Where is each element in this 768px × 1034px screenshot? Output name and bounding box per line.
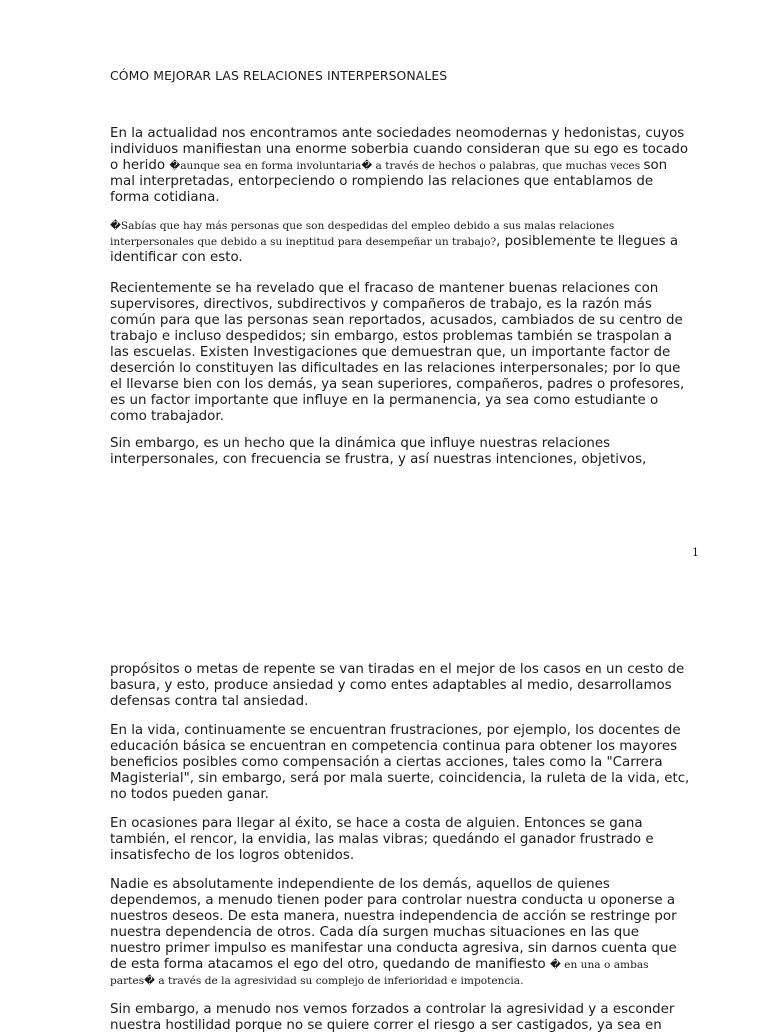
text-run: o herido: [110, 158, 170, 173]
text-line: las escuelas. Existen Investigaciones que demuestran que, un importante factor de: [110, 345, 671, 360]
paragraph-5: [110, 662, 710, 710]
text-line: forma cotidiana.: [110, 190, 220, 205]
text-run: , posiblemente te llegues a: [496, 234, 679, 249]
text-line: también, el rencor, la envidia, las malas vibras; quedándo el ganador frustrado e: [110, 832, 654, 847]
text-line: nuestra hostilidad porque no se quiere correr el riesgo a ser castigados, ya sea en: [110, 1018, 662, 1033]
text-line: basura, y esto, produce ansiedad y como entes adaptables al medio, desarrollamos: [110, 678, 672, 693]
text-line: Sin embargo, a menudo nos vemos forzados a controlar la agresividad y a esconder: [110, 1002, 675, 1017]
paragraph-2: [110, 218, 710, 266]
text-line: Recientemente se ha revelado que el fracaso de mantener buenas relaciones con: [110, 281, 659, 296]
text-line: nuestros deseos. De esta manera, nuestra independencia de acción se restringe por: [110, 909, 677, 924]
text-line: En la vida, continuamente se encuentran frustraciones, por ejemplo, los docentes de: [110, 723, 681, 738]
text-run: son: [643, 158, 668, 173]
text-run-serif: � en una o ambas: [549, 959, 649, 971]
text-line: educación básica se encuentran en competencia continua para obtener los mayores: [110, 739, 678, 754]
text-line: [110, 234, 710, 250]
text-line: trabajo e incluso despedidos; sin embargo, estos problemas también se traspolan a: [110, 329, 672, 344]
text-line: interpersonales, con frecuencia se frustra, y así nuestras intenciones, objetivos,: [110, 452, 647, 467]
text-run-serif: �aunque sea en forma involuntaria� a través de hechos o palabras, que muchas veces: [169, 160, 644, 172]
paragraph-7: [110, 816, 710, 864]
text-line: beneficios posibles como compensación a ciertas acciones, tales como la "Carrera: [110, 755, 663, 770]
text-run-serif: interpersonales que debido a su ineptitud para desempeñar un trabajo?: [110, 236, 497, 248]
text-line: común para que las personas sean reportados, acusados, cambiados de su centro de: [110, 313, 683, 328]
paragraph-4: [110, 436, 710, 468]
text-line: propósitos o metas de repente se van tiradas en el mejor de los casos en un cesto de: [110, 662, 685, 677]
text-line: el llevarse bien con los demás, ya sean superiores, compañeros, padres o profesores,: [110, 377, 685, 392]
text-line: es un factor importante que influye en la permanencia, ya sea como estudiante o: [110, 393, 659, 408]
text-line: Sin embargo, es un hecho que la dinámica que influye nuestras relaciones: [110, 436, 611, 451]
text-line-serif: partes� a través de la agresividad su complejo de inferioridad e impotencia.: [110, 975, 524, 987]
text-line: defensas contra tal ansiedad.: [110, 694, 309, 709]
paragraph-1: [110, 126, 710, 206]
text-line: [110, 158, 710, 174]
text-line: En la actualidad nos encontramos ante sociedades neomodernas y hedonistas, cuyos: [110, 126, 685, 141]
paragraph-9: [110, 1002, 710, 1034]
paragraph-3: [110, 281, 710, 425]
paragraph-8: [110, 877, 710, 989]
paragraph-6: [110, 723, 710, 803]
text-line: no todos pueden ganar.: [110, 787, 269, 802]
text-line: En ocasiones para llegar al éxito, se hace a costa de alguien. Entonces se gana: [110, 816, 643, 831]
document-title: CÓMO MEJORAR LAS RELACIONES INTERPERSONALES: [110, 68, 448, 83]
text-line: mal interpretadas, entorpeciendo o rompiendo las relaciones que entablamos de: [110, 174, 654, 189]
text-run: de esta forma atacamos el ego del otro, quedando de manifiesto: [110, 957, 550, 972]
text-line: nuestro primer impulso es manifestar una conducta agresiva, sin darnos cuenta que: [110, 941, 677, 956]
text-line: [110, 957, 710, 973]
page-number: 1: [692, 546, 699, 559]
text-line-serif: �Sabías que hay más personas que son despedidas del empleo debido a sus malas relaciones: [110, 220, 615, 232]
text-line: deserción lo constituyen las dificultades en las relaciones interpersonales; por lo que: [110, 361, 681, 376]
text-line: Nadie es absolutamente independiente de los demás, aquellos de quienes: [110, 877, 610, 892]
text-line: Magisterial", sin embargo, será por mala suerte, coincidencia, la ruleta de la vida, etc,: [110, 771, 690, 786]
text-line: individuos manifiestan una enorme soberbia cuando consideran que su ego es tocado: [110, 142, 689, 157]
document-page-2: [0, 600, 768, 1033]
text-line: insatisfecho de los logros obtenidos.: [110, 848, 355, 863]
text-line: identificar con esto.: [110, 250, 243, 265]
text-line: supervisores, directivos, subdirectivos y compañeros de trabajo, es la razón más: [110, 297, 652, 312]
text-line: dependemos, a menudo tienen poder para controlar nuestra conducta u oponerse a: [110, 893, 676, 908]
text-line: como trabajador.: [110, 409, 224, 424]
text-line: nuestra dependencia de otros. Cada día surgen muchas situaciones en las que: [110, 925, 639, 940]
